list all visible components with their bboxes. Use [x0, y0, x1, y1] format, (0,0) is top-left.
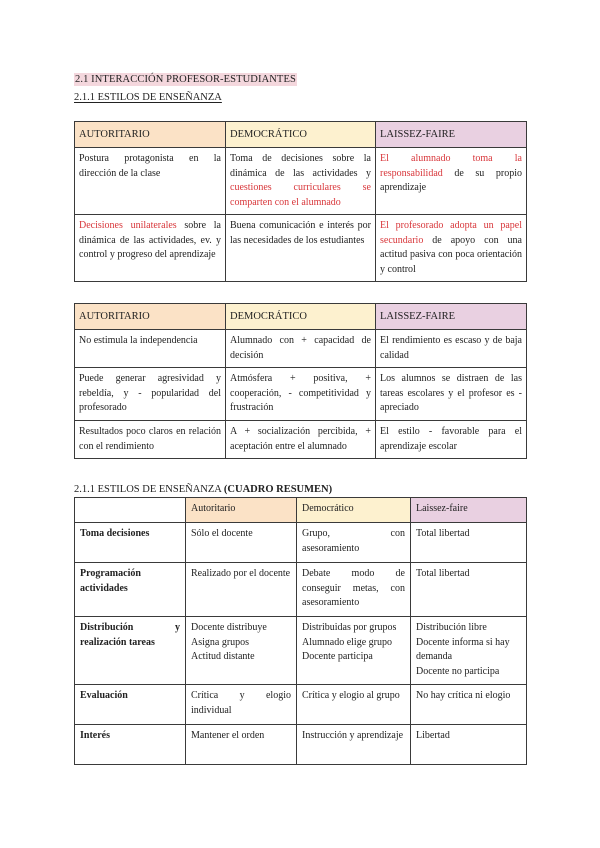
cell-line: Total libertad [416, 568, 470, 579]
table-header-row [75, 498, 527, 523]
summary-heading-bold: (CUADRO RESUMEN) [223, 484, 333, 495]
table-cell: Postura protagonista en la dirección de la clase [75, 148, 226, 215]
table-row [75, 523, 527, 563]
summary-heading [74, 483, 332, 496]
cell-line: Grupo, con asesoramiento [302, 528, 405, 554]
table-cell: Atmósfera + positiva, + cooperación, - competitividad y frustración [226, 368, 376, 421]
header-laissez-faire: LAISSEZ-FAIRE [376, 304, 527, 330]
table-cell [186, 523, 297, 563]
cell-line: Debate modo de conseguir metas, con asesoramiento [302, 568, 405, 608]
cell-line: Docente informa si hay demanda [416, 636, 510, 662]
table-cell: Resultados poco claros en relación con el rendimiento [75, 421, 226, 459]
header-democratico: DEMOCRÁTICO [226, 304, 376, 330]
header-autoritario: AUTORITARIO [75, 122, 226, 148]
cell-line: Asigna grupos [191, 636, 250, 648]
section-heading: 2.1 INTERACCIÓN PROFESOR-ESTUDIANTES [75, 74, 296, 85]
cell-line: No hay crítica ni elogio [416, 690, 511, 701]
cell-line: Sólo el docente [191, 528, 253, 539]
table-cell [411, 617, 527, 685]
table-cell [411, 725, 527, 765]
table-cell: Alumnado con + capacidad de decisión [226, 330, 376, 368]
highlighted-text: cuestiones curriculares se comparten con el alumnado [230, 182, 371, 208]
cell-line: Docente participa [302, 651, 373, 662]
table-cell [411, 563, 527, 617]
row-label: Programación actividades [75, 563, 186, 617]
table-row [75, 215, 527, 282]
styles-table-characteristics [74, 121, 527, 282]
cell-line: Alumnado elige grupo [302, 636, 392, 648]
subsection-heading: 2.1.1 ESTILOS DE ENSEÑANZA [74, 92, 222, 103]
table-cell [297, 725, 411, 765]
cell-line: Mantener el orden [191, 730, 265, 741]
cell-line: Crítica y elogio individual [191, 690, 291, 716]
table-cell [186, 563, 297, 617]
row-label: Evaluación [75, 685, 186, 725]
table-cell: Buena comunicación e interés por las necesidades de los estudiantes [226, 215, 376, 282]
row-label: Distribución y realización tareas [75, 617, 186, 685]
highlighted-text: El profesorado adopta un papel secundario [380, 220, 522, 246]
cell-line: Realizado por el docente [191, 568, 291, 579]
header-autoritario: AUTORITARIO [75, 304, 226, 330]
table-cell: Puede generar agresividad y rebeldía, y - popularidad del profesorado [75, 368, 226, 421]
summary-heading-text: 2.1.1 ESTILOS DE ENSEÑANZA [74, 484, 224, 495]
cell-line: Actitud distante [191, 651, 255, 662]
table-cell [186, 617, 297, 685]
table-cell [411, 523, 527, 563]
cell-line: Distribución libre [416, 622, 487, 633]
table-row [75, 368, 527, 421]
table-cell [376, 148, 527, 215]
table-cell: Los alumnos se distraen de las tareas escolares y el profesor es - apreciado [376, 368, 527, 421]
table-row [75, 685, 527, 725]
header-laissez-faire: Laissez-faire [411, 498, 527, 523]
table-row [75, 725, 527, 765]
highlighted-text: El alumnado toma la responsabilidad [380, 153, 522, 179]
header-laissez-faire: LAISSEZ-FAIRE [376, 122, 527, 148]
header-democratico: Democrático [297, 498, 411, 523]
cell-line: Crítica y elogio al grupo [302, 690, 400, 701]
table-cell [297, 563, 411, 617]
table-cell [186, 685, 297, 725]
cell-text: de su propio aprendizaje [380, 167, 522, 193]
table-cell [297, 685, 411, 725]
cell-line: Libertad [416, 730, 450, 741]
header-empty [75, 498, 186, 523]
summary-table [74, 497, 527, 765]
table-cell: No estimula la independencia [75, 330, 226, 368]
table-cell [411, 685, 527, 725]
cell-line: Docente no participa [416, 665, 500, 677]
table-header-row [75, 122, 527, 148]
table-cell [297, 523, 411, 563]
table-row [75, 563, 527, 617]
styles-table-effects [74, 303, 527, 459]
table-cell [226, 148, 376, 215]
header-democratico: DEMOCRÁTICO [226, 122, 376, 148]
cell-text: sobre la dinámica de las actividades, ev. y control y progreso del aprendizaje [79, 220, 221, 260]
table-row [75, 421, 527, 459]
header-autoritario: Autoritario [186, 498, 297, 523]
table-cell: El estilo - favorable para el aprendizaje escolar [376, 421, 527, 459]
cell-text: Toma de decisiones sobre la dinámica de las actividades y [230, 153, 371, 179]
table-cell [186, 725, 297, 765]
table-cell [376, 215, 527, 282]
table-header-row [75, 304, 527, 330]
table-row [75, 330, 527, 368]
table-cell: A + socialización percibida, + aceptación entre el alumnado [226, 421, 376, 459]
highlighted-text: Decisiones unilaterales [79, 220, 177, 231]
table-cell [297, 617, 411, 685]
table-cell [75, 215, 226, 282]
cell-line: Instrucción y aprendizaje [302, 730, 404, 741]
table-row [75, 617, 527, 685]
cell-line: Docente distribuye [191, 622, 267, 633]
cell-line: Total libertad [416, 528, 470, 539]
table-cell: El rendimiento es escaso y de baja calidad [376, 330, 527, 368]
row-label: Toma decisiones [75, 523, 186, 563]
table-row [75, 148, 527, 215]
cell-line: Distribuidas por grupos [302, 622, 397, 633]
row-label: Interés [75, 725, 186, 765]
cell-text: de apoyo con una actitud pasiva con poca orientación y control [380, 234, 522, 275]
